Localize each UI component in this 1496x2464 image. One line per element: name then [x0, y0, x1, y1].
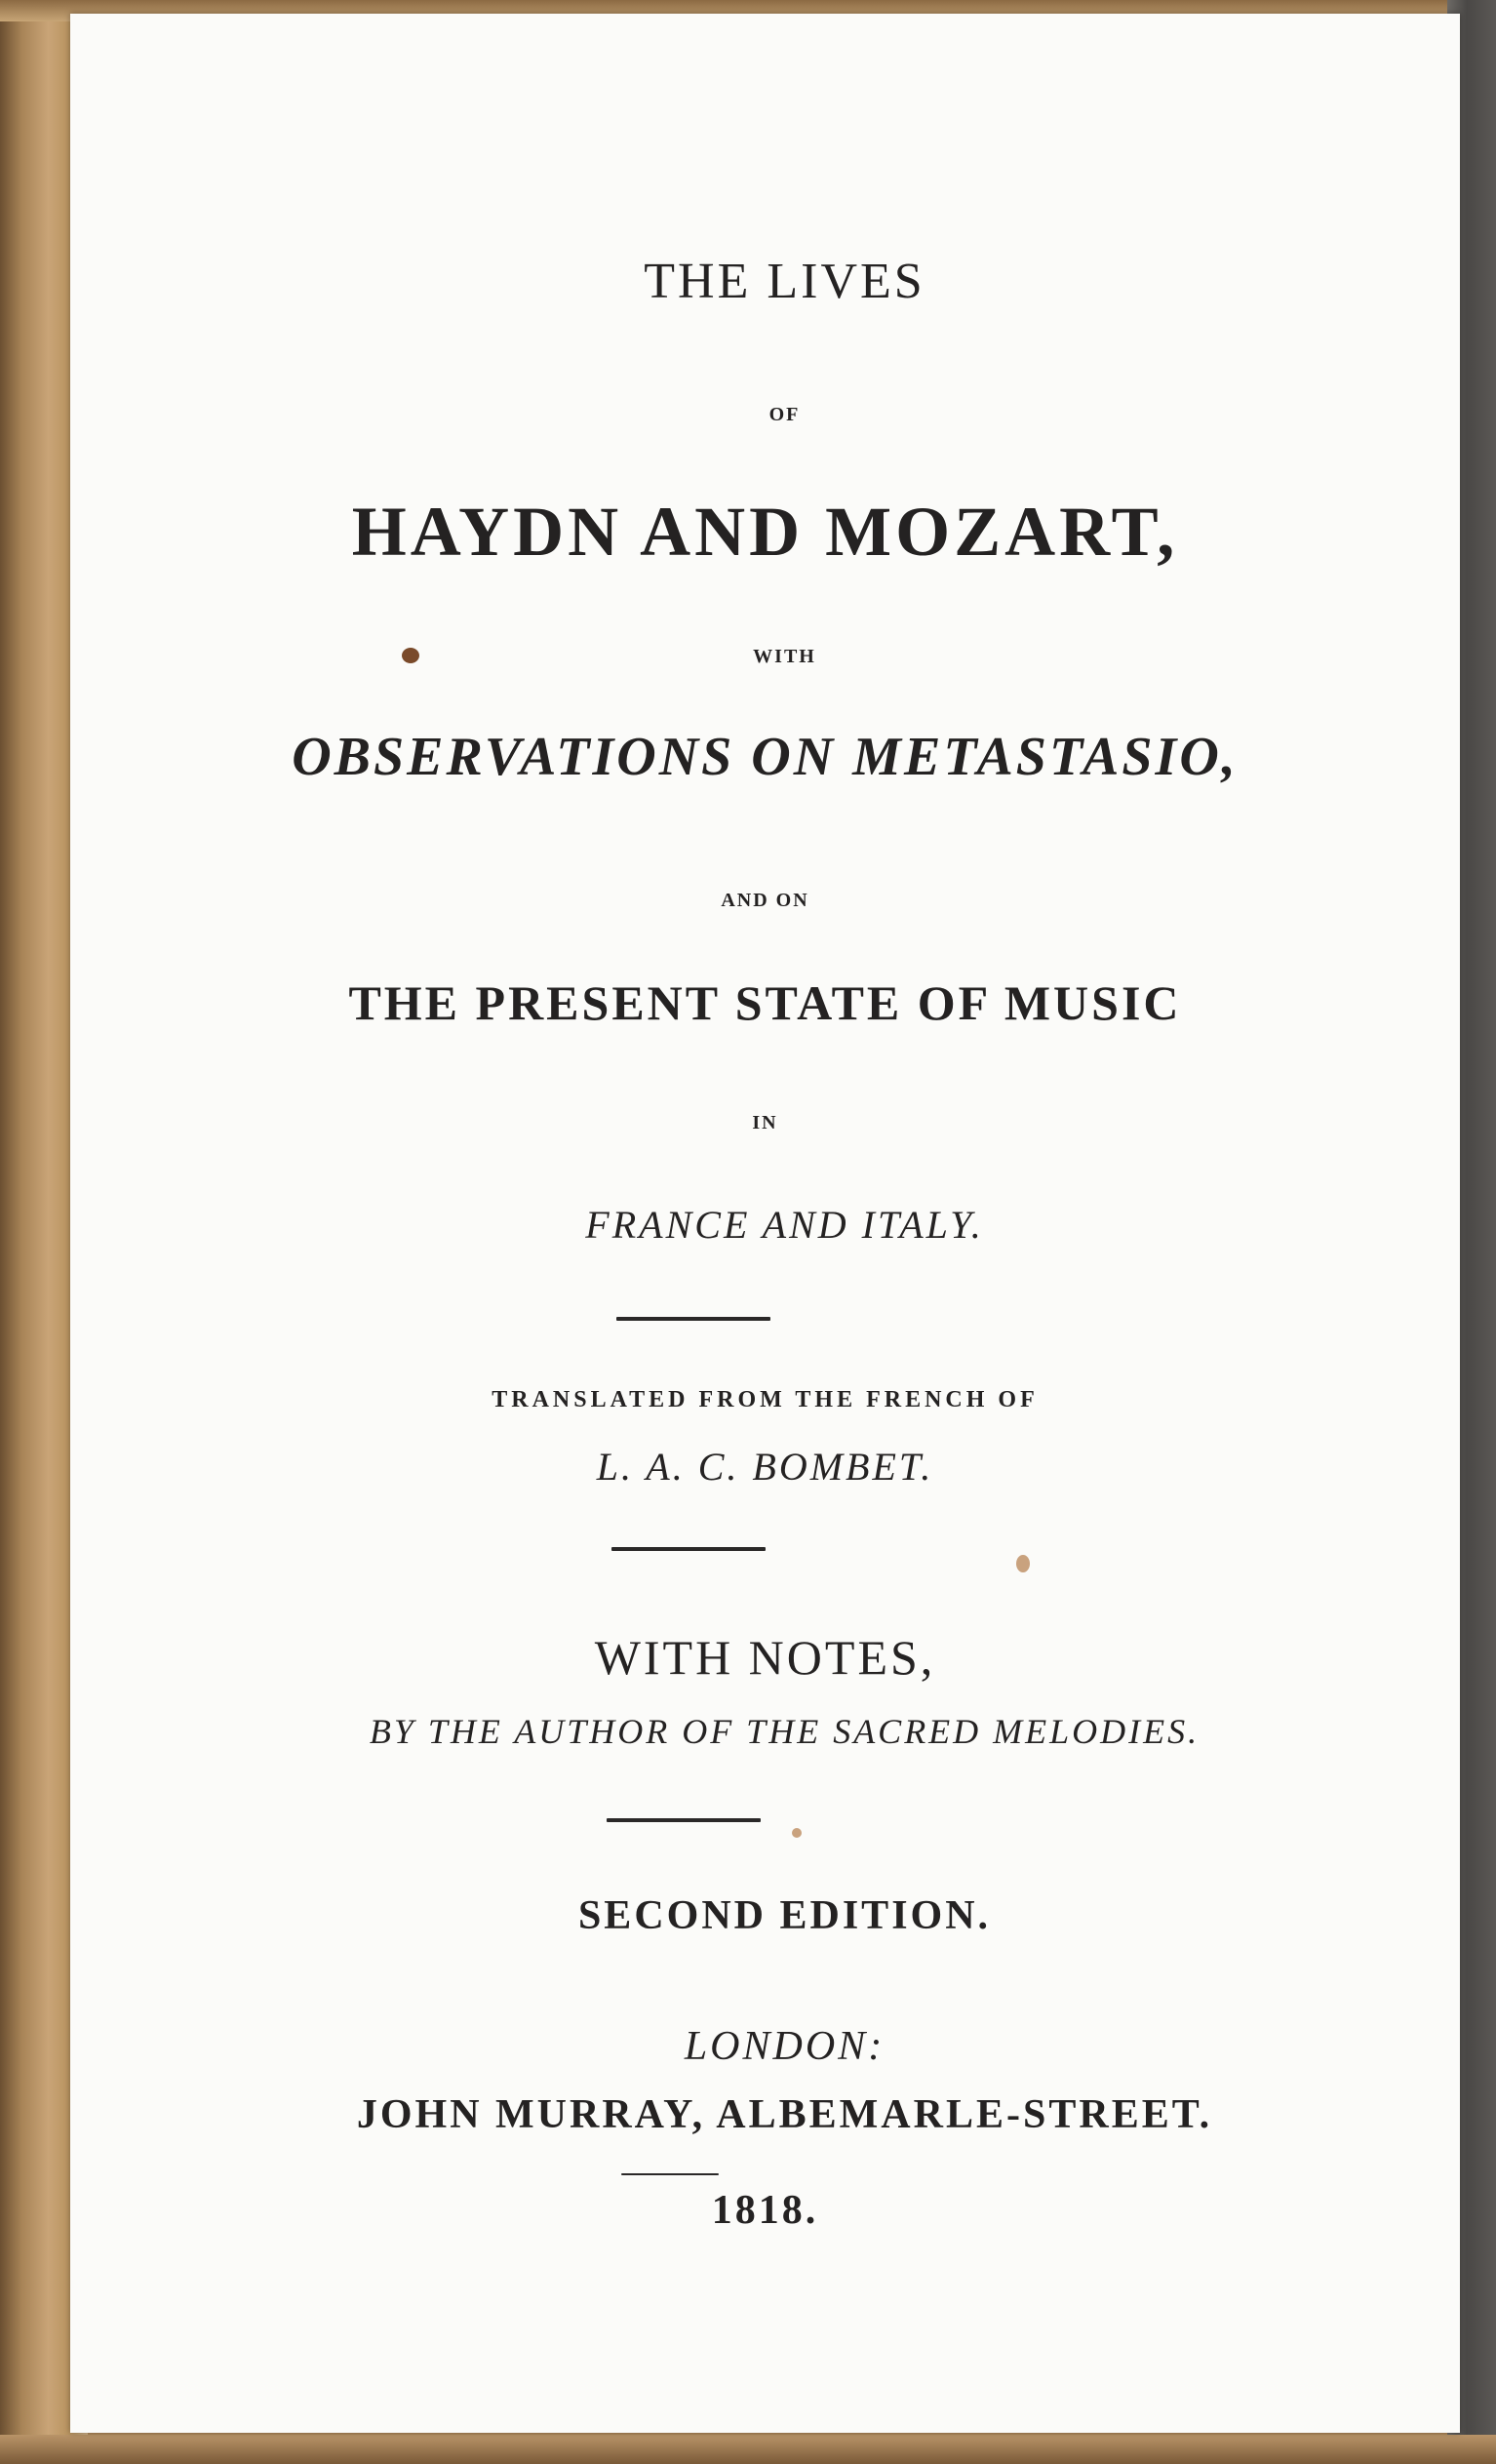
foxing-spot [792, 1828, 802, 1838]
edition-label: SECOND EDITION. [577, 1893, 992, 1938]
title-line-france-italy: FRANCE AND ITALY. [585, 1203, 984, 1247]
foxing-spot [1016, 1555, 1030, 1572]
title-line-and-on: AND ON [721, 890, 809, 911]
divider-rule-4 [621, 2173, 719, 2175]
author-name: L. A. C. BOMBET. [596, 1445, 934, 1489]
title-line-with: WITH [753, 646, 816, 667]
notes-by-author: BY THE AUTHOR OF THE SACRED MELODIES. [369, 1712, 1201, 1751]
publisher-name: JOHN MURRAY, ALBEMARLE-STREET. [356, 2092, 1213, 2137]
title-line-the-lives: THE LIVES [644, 254, 925, 309]
divider-rule-2 [611, 1547, 766, 1551]
translated-from-label: TRANSLATED FROM THE FRENCH OF [492, 1387, 1039, 1412]
title-line-of: OF [768, 404, 801, 425]
foxing-spot [402, 648, 419, 663]
title-line-in: IN [752, 1112, 778, 1133]
title-line-haydn-mozart: HAYDN AND MOZART, [351, 493, 1179, 571]
book-edge-bottom [0, 2435, 1496, 2464]
title-line-present-state: THE PRESENT STATE OF MUSIC [348, 975, 1182, 1030]
title-page [70, 14, 1460, 2433]
title-line-observations: OBSERVATIONS ON METASTASIO, [292, 727, 1239, 787]
with-notes: WITH NOTES, [594, 1630, 936, 1685]
publication-year: 1818. [711, 2188, 819, 2233]
publisher-city: LONDON: [684, 2024, 886, 2069]
divider-rule-3 [607, 1818, 761, 1822]
divider-rule-1 [616, 1317, 770, 1321]
